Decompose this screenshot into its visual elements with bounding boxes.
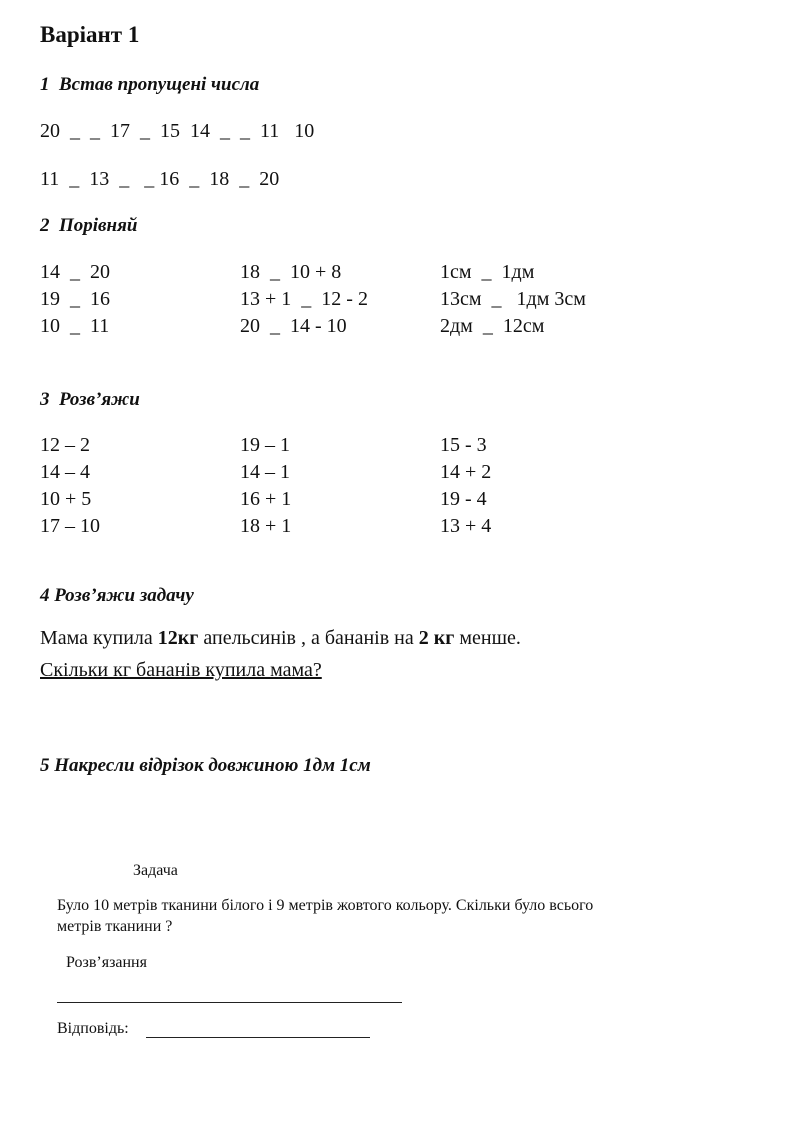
section-1-heading: 1 Встав пропущені числа: [40, 74, 260, 95]
word-problem-question: Скільки кг бананів купила мама?: [40, 659, 322, 681]
missing-numbers-row-1: 20 _ _ 17 _ 15 14 _ _ 11 10: [40, 120, 315, 142]
section-2-heading: 2 Порівняй: [40, 215, 138, 236]
answer-label: Відповідь:: [57, 1020, 129, 1037]
expression-item: 19 – 1: [240, 434, 290, 456]
page-title: Варіант 1: [40, 22, 140, 47]
solution-answer-line[interactable]: [57, 1002, 402, 1003]
expression-item: 14 + 2: [440, 461, 492, 483]
compare-item: 14 _ 20: [40, 261, 110, 283]
section-4-heading: 4 Розв’яжи задачу: [40, 585, 194, 606]
extra-task-text-line-1: Було 10 метрів тканини білого і 9 метрів жовтого кольору. Скільки було всього: [57, 897, 594, 914]
compare-item: 13см _ 1дм 3см: [440, 288, 586, 310]
compare-item: 13 + 1 _ 12 - 2: [240, 288, 368, 310]
section-5-heading: 5 Накресли відрізок довжиною 1дм 1см: [40, 755, 371, 776]
expression-item: 14 – 4: [40, 461, 90, 483]
compare-item: 2дм _ 12см: [440, 315, 545, 337]
section-3-heading: 3 Розв’яжи: [40, 389, 140, 410]
expression-item: 18 + 1: [240, 515, 292, 537]
expression-item: 17 – 10: [40, 515, 100, 537]
compare-item: 19 _ 16: [40, 288, 110, 310]
compare-item: 1см _ 1дм: [440, 261, 535, 283]
expression-item: 19 - 4: [440, 488, 487, 510]
compare-item: 20 _ 14 - 10: [240, 315, 347, 337]
compare-item: 18 _ 10 + 8: [240, 261, 342, 283]
compare-item: 10 _ 11: [40, 315, 110, 337]
solution-label: Розв’язання: [66, 954, 147, 971]
expression-item: 13 + 4: [440, 515, 492, 537]
missing-numbers-row-2: 11 _ 13 _ _ 16 _ 18 _ 20: [40, 168, 280, 190]
answer-line[interactable]: [146, 1037, 370, 1038]
extra-task-text-line-2: метрів тканини ?: [57, 918, 173, 935]
word-problem-line-1: Мама купила 12кг апельсинів , а бананів на 2 кг менше.: [40, 627, 521, 649]
expression-item: 15 - 3: [440, 434, 487, 456]
expression-item: 16 + 1: [240, 488, 292, 510]
expression-item: 10 + 5: [40, 488, 92, 510]
extra-task-label: Задача: [133, 862, 178, 879]
expression-item: 14 – 1: [240, 461, 290, 483]
expression-item: 12 – 2: [40, 434, 90, 456]
